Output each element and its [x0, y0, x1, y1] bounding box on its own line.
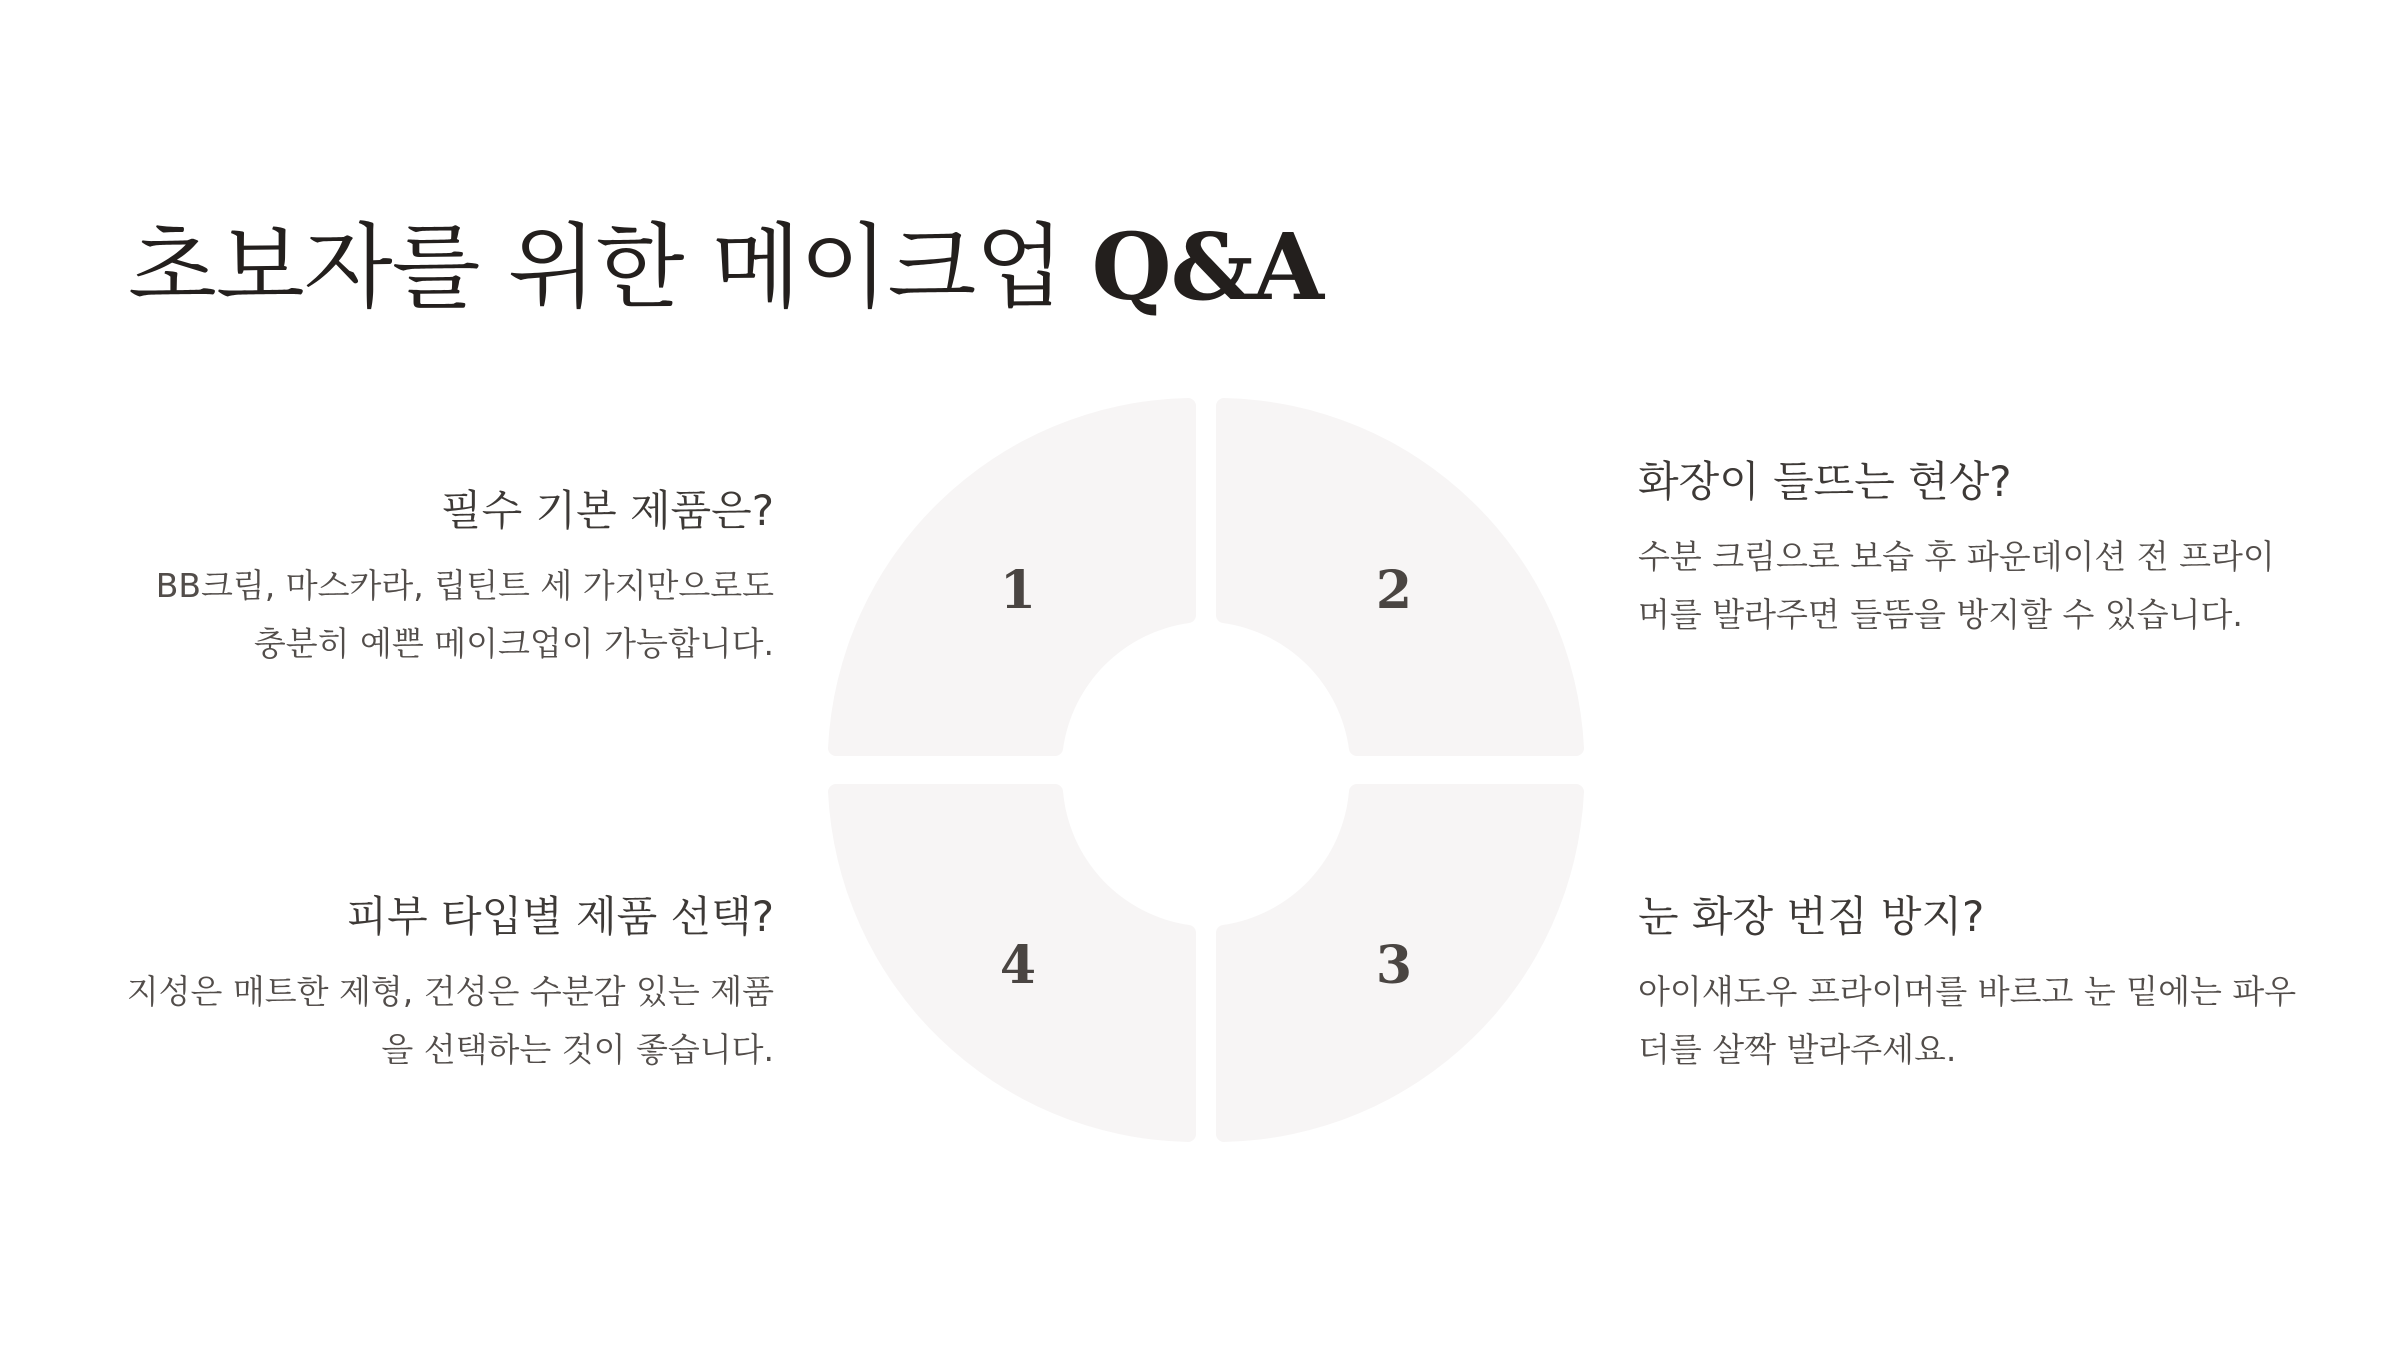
qa-item-2: [1638, 455, 2298, 645]
qa-question: 필수 기본 제품은?: [441, 486, 774, 535]
title-latin: Q&A: [1091, 213, 1324, 321]
qa-answer: BB크림, 마스카라, 립틴트 세 가지만으로도 충분히 예쁜 메이크업이 가능합니다.: [155, 565, 774, 664]
qa-answer: 수분 크림으로 보습 후 파운데이션 전 프라이머를 발라주면 들뜸을 방지할 수 있습니다.: [1638, 536, 2275, 635]
qa-item-4: [114, 890, 774, 1080]
qa-question: 화장이 들뜨는 현상?: [1638, 457, 2012, 506]
qa-item-1: [114, 484, 774, 674]
segment-3-number: 3: [1375, 935, 1413, 996]
segment-4-number: 4: [999, 935, 1037, 996]
qa-answer: 지성은 매트한 제형, 건성은 수분감 있는 제품을 선택하는 것이 좋습니다.: [126, 971, 774, 1070]
segment-1-number: 1: [999, 560, 1037, 621]
qa-question: 피부 타입별 제품 선택?: [346, 892, 774, 941]
qa-question: 눈 화장 번짐 방지?: [1638, 892, 1985, 941]
qa-item-3: [1638, 890, 2298, 1080]
title-korean: 초보자를 위한 메이크업: [128, 214, 1064, 321]
segment-2-number: 2: [1375, 560, 1413, 621]
qa-answer: 아이섀도우 프라이머를 바르고 눈 밑에는 파우더를 살짝 발라주세요.: [1638, 971, 2297, 1070]
